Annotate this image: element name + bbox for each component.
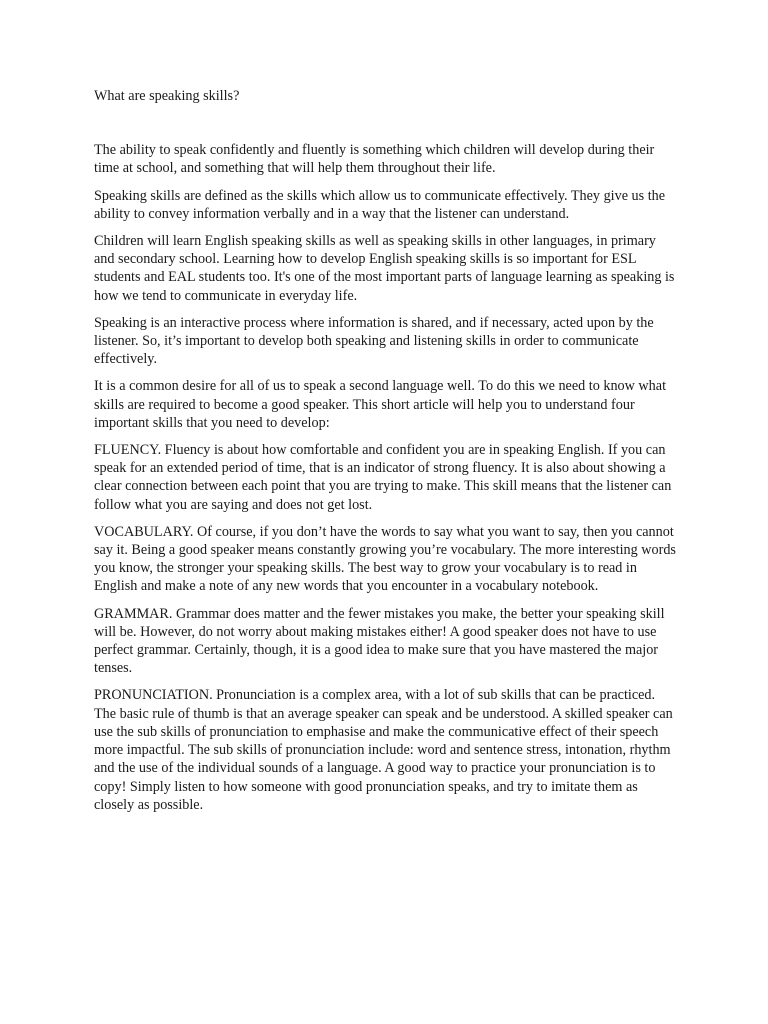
paragraph-intro: The ability to speak confidently and fluently is something which children will develop during their time at school, and something that will help them throughout their life.	[94, 142, 655, 177]
document-title: What are speaking skills?	[94, 88, 240, 104]
paragraph-fluency: FLUENCY. Fluency is about how comfortable and confident you are in speaking English. If you can speak for an extended period of time, that is an indicator of strong fluency. It is also about showing a clear connection between each point that you are trying to make. This skill means that the listener can follow what you are saying and does not get lost.	[94, 442, 672, 513]
paragraph-grammar: GRAMMAR. Grammar does matter and the fewer mistakes you make, the better your speaking skill will be. However, do not worry about making mistakes either! A good speaker does not have to use perfect grammar. Certainly, though, it is a good idea to make sure that you have mastered the major tenses.	[94, 605, 665, 677]
paragraph-definition: Speaking skills are defined as the skills which allow us to communicate effectively. They give us the ability to convey information verbally and in a way that the listener can understand.	[94, 187, 666, 222]
paragraph-four-skills: It is a common desire for all of us to speak a second language well. To do this we need to know what skills are required to become a good speaker. This short article will help you to understand four important skills that you need to develop:	[94, 378, 667, 431]
paragraph-interactive-process: Speaking is an interactive process where information is shared, and if necessary, acted upon by the listener. So, it’s important to develop both speaking and listening skills in order to communicate effectively.	[94, 314, 654, 368]
paragraph-vocabulary: VOCABULARY. Of course, if you don’t have the words to say what you want to say, then you cannot say it. Being a good speaker means constantly growing you’re vocabulary. The more interesting words you know, the stronger your speaking skills. The best way to grow your vocabulary is to read in English and make a note of any new words that you encounter in a vocabulary notebook.	[94, 523, 676, 595]
document-body	[94, 87, 678, 823]
paragraph-pronunciation: PRONUNCIATION. Pronunciation is a complex area, with a lot of sub skills that can be practiced. The basic rule of thumb is that an average speaker can speak and be understood. A skilled speaker can use the sub skills of pronunciation to emphasise and make the communicative effect of their speech more impactful. The sub skills of pronunciation include: word and sentence stress, intonation, rhythm and the use of the individual sounds of a language. A good way to practice your pronunciation is to copy! Simply listen to how someone with good pronunciation speaks, and try to imitate them as closely as possible.	[94, 687, 673, 813]
paragraph-learning: Children will learn English speaking skills as well as speaking skills in other languages, in primary and secondary school. Learning how to develop English speaking skills is so important for ESL students and EAL students too. It's one of the most important parts of language learning as speaking is how we tend to communicate in everyday life.	[94, 233, 675, 304]
